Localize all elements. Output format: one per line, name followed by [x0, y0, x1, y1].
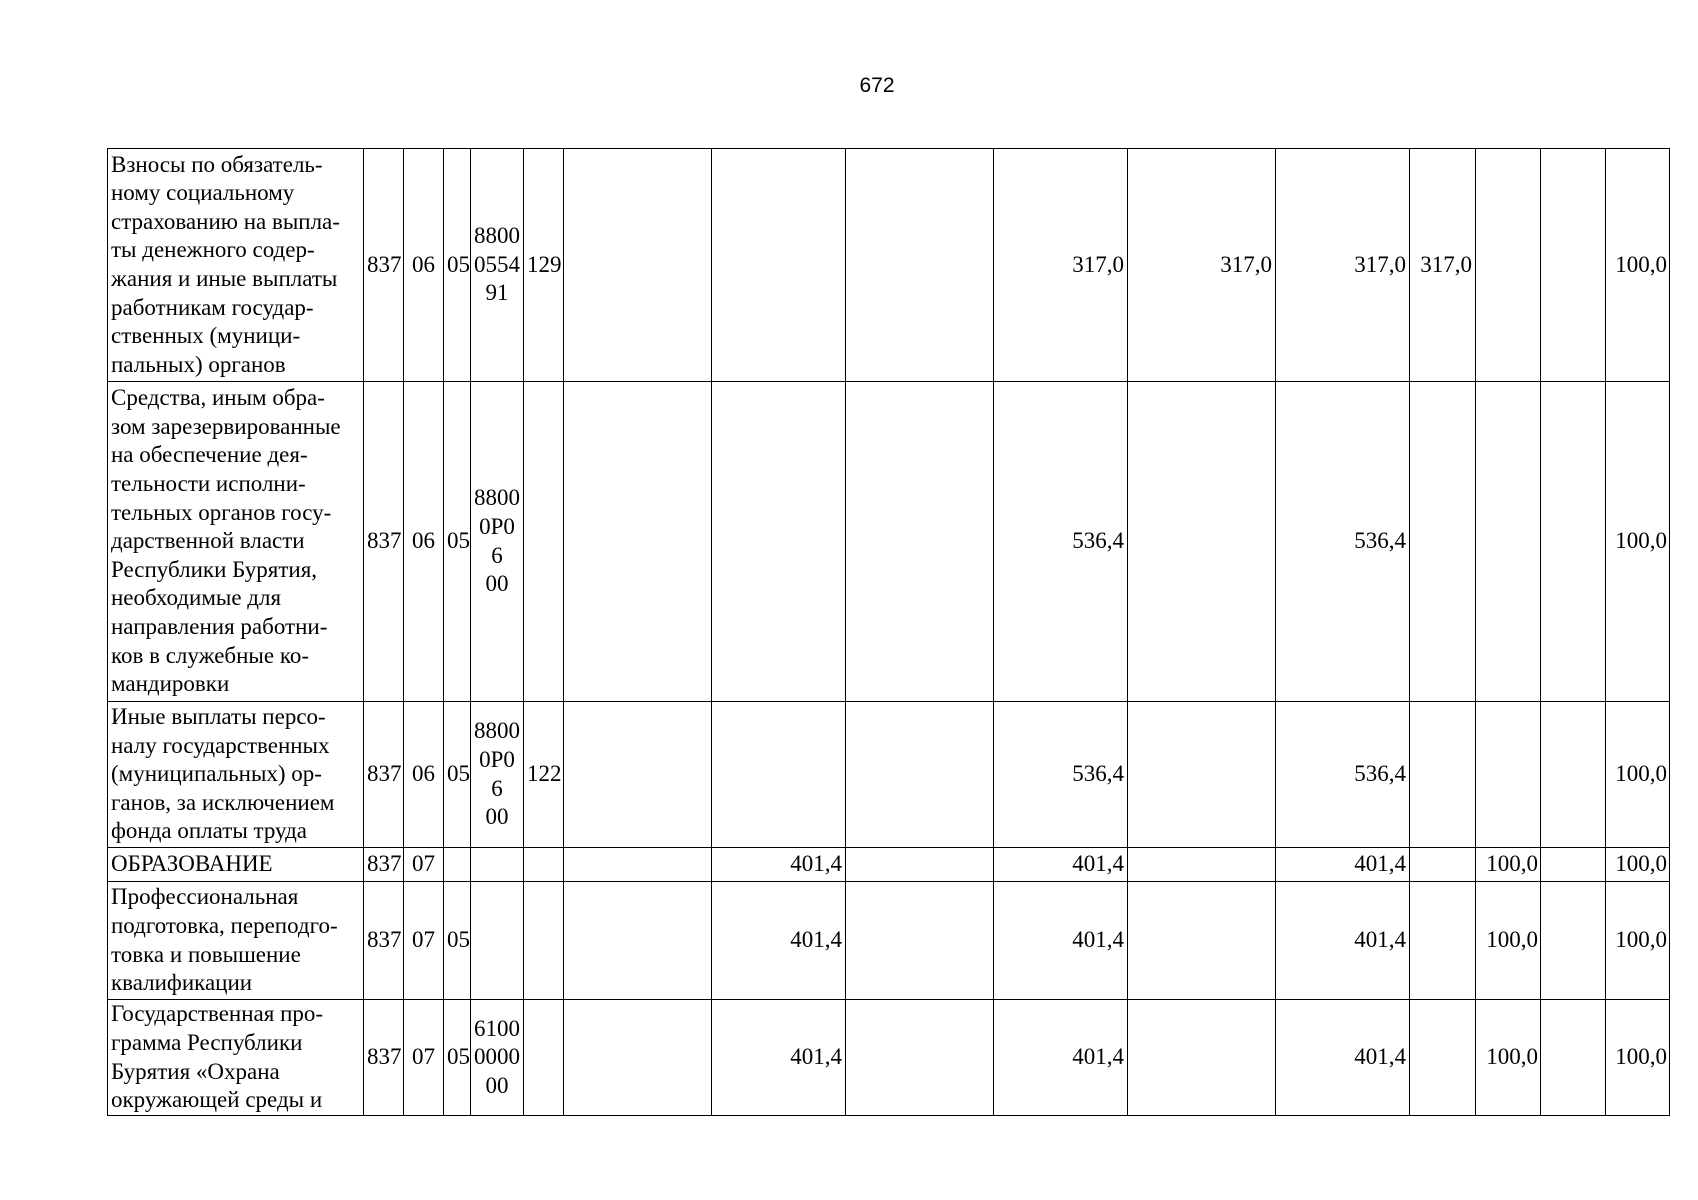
row-name-line: налу государственных [111, 732, 330, 758]
value-cell-7: 100,0 [1476, 1000, 1541, 1116]
target-article-line: 91 [485, 280, 509, 306]
target-article-code [471, 382, 524, 702]
value-cell-6 [1410, 882, 1476, 1000]
value-cell-2 [846, 382, 994, 702]
row-name-line: Взносы по обязатель- [111, 151, 323, 177]
row-name-line: Средства, иным обра- [111, 385, 325, 411]
value-cell-9: 100,0 [1606, 149, 1670, 382]
value-cell-4 [1128, 702, 1276, 848]
value-cell-9: 100,0 [1606, 702, 1670, 848]
page-number: 672 [859, 74, 895, 97]
target-article-line: 6100 [474, 1015, 520, 1041]
value-cell-1: 401,4 [712, 848, 846, 882]
value-cell-5: 536,4 [1276, 382, 1410, 702]
budget-table [107, 148, 1670, 1116]
value-cell-6 [1410, 702, 1476, 848]
value-cell-4 [1128, 382, 1276, 702]
row-name-line: Профессиональная [111, 884, 299, 910]
row-name-line: Иные выплаты персо- [111, 704, 326, 730]
row-name-line: Республики Бурятия, [111, 556, 318, 582]
ved-code: 837 [364, 848, 404, 882]
subsection-code: 05 [444, 382, 471, 702]
subsection-code: 05 [444, 149, 471, 382]
blank-cell [564, 882, 712, 1000]
value-cell-7 [1476, 149, 1541, 382]
target-article-line: 0Р06 [479, 746, 515, 801]
target-article-line: 00 [485, 571, 509, 597]
value-cell-2 [846, 702, 994, 848]
row-name-line: тельности исполни- [111, 471, 306, 497]
value-cell-6 [1410, 382, 1476, 702]
value-cell-7: 100,0 [1476, 882, 1541, 1000]
ved-code: 837 [364, 1000, 404, 1116]
value-cell-7 [1476, 382, 1541, 702]
table-row [108, 702, 1670, 848]
value-cell-8 [1541, 1000, 1606, 1116]
ved-code: 837 [364, 149, 404, 382]
target-article-code [471, 1000, 524, 1116]
value-cell-7: 100,0 [1476, 848, 1541, 882]
value-cell-2 [846, 848, 994, 882]
row-name-line: ному социальному [111, 180, 295, 206]
target-article-line: 8800 [474, 485, 520, 511]
expense-type-code [524, 848, 564, 882]
row-name-line: мандировки [111, 671, 230, 697]
value-cell-7 [1476, 702, 1541, 848]
value-cell-3: 536,4 [994, 702, 1128, 848]
row-name [108, 1000, 364, 1116]
value-cell-4 [1128, 848, 1276, 882]
target-article-line: 00 [485, 804, 509, 830]
row-name-line: ганов, за исключением [111, 789, 335, 815]
row-name [108, 848, 364, 882]
subsection-code [444, 848, 471, 882]
row-name-line: квалификации [111, 970, 253, 996]
value-cell-6: 317,0 [1410, 149, 1476, 382]
row-name-line: товка и повышение [111, 941, 301, 967]
row-name-line: (муниципальных) ор- [111, 761, 322, 787]
row-name-line: жания и иные выплаты [111, 266, 338, 291]
row-name-line: пальных) органов [111, 351, 286, 377]
section-code: 07 [404, 1000, 444, 1116]
value-cell-6 [1410, 1000, 1476, 1116]
subsection-code: 05 [444, 882, 471, 1000]
row-name-line: ков в служебные ко- [111, 642, 309, 668]
row-name-line: Государственная про- [111, 1001, 324, 1027]
table-row [108, 149, 1670, 382]
row-name-line: фонда оплаты труда [111, 818, 308, 844]
row-name-line: на обеспечение дея- [111, 442, 308, 468]
subsection-code: 05 [444, 702, 471, 848]
value-cell-2 [846, 149, 994, 382]
section-code: 07 [404, 882, 444, 1000]
value-cell-5: 536,4 [1276, 702, 1410, 848]
value-cell-6 [1410, 848, 1476, 882]
blank-cell [564, 1000, 712, 1116]
row-name-line: направления работни- [111, 613, 328, 639]
value-cell-5: 401,4 [1276, 882, 1410, 1000]
value-cell-9: 100,0 [1606, 382, 1670, 702]
value-cell-4: 317,0 [1128, 149, 1276, 382]
expense-type-code [524, 1000, 564, 1116]
value-cell-8 [1541, 382, 1606, 702]
row-name-line: ственных (муници- [111, 323, 301, 349]
target-article-line: 8800 [474, 718, 520, 744]
row-name-line: Бурятия «Охрана [111, 1058, 280, 1084]
blank-cell [564, 382, 712, 702]
section-code: 06 [404, 702, 444, 848]
value-cell-1 [712, 702, 846, 848]
row-name-line: необходимые для [111, 585, 282, 611]
row-name [108, 382, 364, 702]
blank-cell [564, 848, 712, 882]
value-cell-3: 536,4 [994, 382, 1128, 702]
row-name-line: работникам государ- [111, 294, 314, 320]
row-name-line: подготовка, переподго- [111, 912, 338, 938]
value-cell-3: 401,4 [994, 1000, 1128, 1116]
target-article-code [471, 149, 524, 382]
value-cell-3: 401,4 [994, 882, 1128, 1000]
value-cell-5: 317,0 [1276, 149, 1410, 382]
section-code: 06 [404, 382, 444, 702]
value-cell-1 [712, 149, 846, 382]
expense-type-code [524, 882, 564, 1000]
blank-cell [564, 702, 712, 848]
row-name [108, 702, 364, 848]
value-cell-1: 401,4 [712, 1000, 846, 1116]
value-cell-5: 401,4 [1276, 848, 1410, 882]
value-cell-9: 100,0 [1606, 1000, 1670, 1116]
row-name-line: ты денежного содер- [111, 237, 315, 263]
target-article-line: 0Р06 [479, 513, 515, 568]
target-article-line: 0554 [474, 251, 520, 277]
row-name-line: зом зарезервированные [111, 413, 341, 439]
target-article-code [471, 882, 524, 1000]
table-row [108, 1000, 1670, 1116]
ved-code: 837 [364, 382, 404, 702]
target-article-line: 00 [485, 1072, 509, 1098]
row-name-line: тельных органов госу- [111, 499, 332, 525]
value-cell-3: 401,4 [994, 848, 1128, 882]
value-cell-1: 401,4 [712, 882, 846, 1000]
target-article-code [471, 848, 524, 882]
target-article-code [471, 702, 524, 848]
value-cell-8 [1541, 702, 1606, 848]
value-cell-3: 317,0 [994, 149, 1128, 382]
row-name [108, 882, 364, 1000]
expense-type-code: 129 [524, 149, 564, 382]
subsection-code: 05 [444, 1000, 471, 1116]
table-row [108, 382, 1670, 702]
value-cell-4 [1128, 1000, 1276, 1116]
section-code: 07 [404, 848, 444, 882]
value-cell-8 [1541, 149, 1606, 382]
row-name-line: страхованию на выпла- [111, 208, 340, 234]
value-cell-4 [1128, 882, 1276, 1000]
blank-cell [564, 149, 712, 382]
row-name-line: грамма Республики [111, 1029, 303, 1055]
row-name-line: ОБРАЗОВАНИЕ [111, 851, 273, 877]
row-name-line: дарственной власти [111, 528, 305, 554]
value-cell-1 [712, 382, 846, 702]
value-cell-8 [1541, 882, 1606, 1000]
section-code: 06 [404, 149, 444, 382]
expense-type-code: 122 [524, 702, 564, 848]
table-row [108, 848, 1670, 882]
target-article-line: 8800 [474, 223, 520, 249]
value-cell-9: 100,0 [1606, 882, 1670, 1000]
value-cell-2 [846, 1000, 994, 1116]
target-article-line: 0000 [474, 1044, 520, 1070]
value-cell-5: 401,4 [1276, 1000, 1410, 1116]
value-cell-8 [1541, 848, 1606, 882]
value-cell-2 [846, 882, 994, 1000]
ved-code: 837 [364, 882, 404, 1000]
value-cell-9: 100,0 [1606, 848, 1670, 882]
table-row [108, 882, 1670, 1000]
row-name-line: окружающей среды и [111, 1087, 323, 1113]
expense-type-code [524, 382, 564, 702]
row-name [108, 149, 364, 382]
ved-code: 837 [364, 702, 404, 848]
